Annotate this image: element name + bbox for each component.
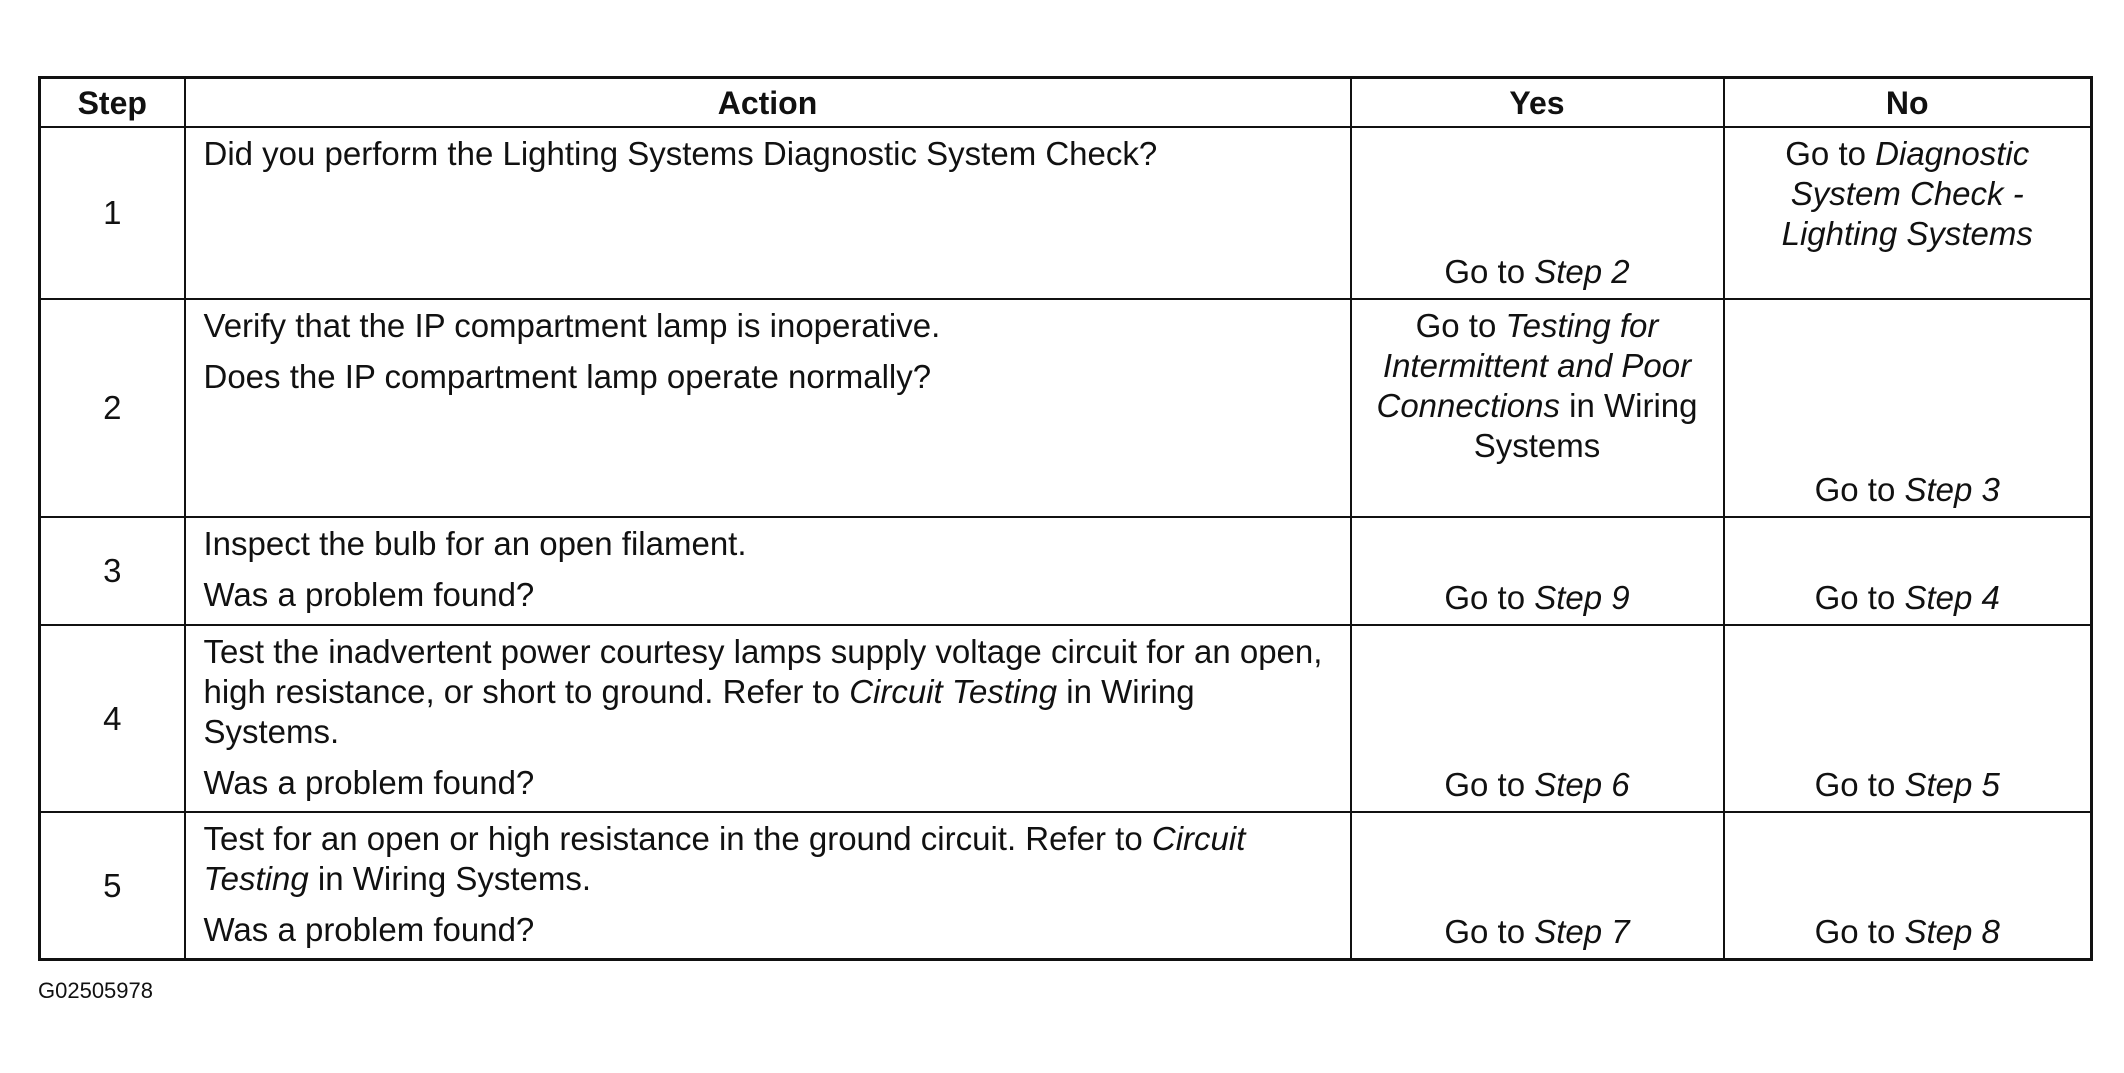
no-result bbox=[1725, 134, 2091, 254]
yes-cell bbox=[1351, 625, 1724, 812]
header-no: No bbox=[1724, 78, 2092, 128]
step-number: 2 bbox=[40, 299, 185, 517]
goto-prefix: Go to bbox=[1785, 135, 1876, 172]
yes-result bbox=[1352, 578, 1723, 618]
section-reference: Circuit Testing bbox=[203, 820, 1246, 897]
yes-result bbox=[1352, 252, 1723, 292]
goto-prefix: Go to bbox=[1814, 471, 1905, 508]
action-question: Was a problem found? bbox=[203, 911, 535, 948]
figure-id: G02505978 bbox=[38, 978, 153, 1003]
action-text: Did you perform the Lighting Systems Diagnostic System Check? bbox=[203, 135, 1158, 172]
goto-prefix: Go to bbox=[1814, 913, 1905, 950]
action-cell bbox=[185, 127, 1351, 299]
yes-cell bbox=[1351, 299, 1724, 517]
section-reference: Diagnostic System Check - Lighting Systems bbox=[1781, 135, 2033, 252]
goto-prefix: Go to bbox=[1444, 253, 1535, 290]
action-cell bbox=[185, 625, 1351, 812]
step-reference: Step 5 bbox=[1904, 766, 2000, 803]
section-reference: Testing for Intermittent and Poor Connections bbox=[1376, 307, 1692, 424]
table-row bbox=[40, 127, 2092, 299]
action-text: Test for an open or high resistance in the ground circuit. Refer to Circuit Testing in Wiring Systems. bbox=[203, 820, 1246, 897]
action-question: Was a problem found? bbox=[203, 576, 535, 613]
step-reference: Step 3 bbox=[1904, 471, 2000, 508]
diagnostic-table bbox=[38, 76, 2093, 961]
step-reference: Step 4 bbox=[1904, 579, 2000, 616]
yes-result bbox=[1352, 306, 1723, 466]
no-cell bbox=[1724, 127, 2092, 299]
step-reference: Step 6 bbox=[1534, 766, 1630, 803]
goto-prefix: Go to bbox=[1444, 579, 1535, 616]
step-reference: Step 8 bbox=[1904, 913, 2000, 950]
goto-prefix: Go to bbox=[1444, 766, 1535, 803]
yes-cell bbox=[1351, 517, 1724, 625]
goto-prefix: Go to bbox=[1415, 307, 1506, 344]
no-result bbox=[1725, 578, 2091, 618]
goto-prefix: Go to bbox=[1814, 579, 1905, 616]
step-reference: Step 2 bbox=[1534, 253, 1630, 290]
table-row bbox=[40, 299, 2092, 517]
step-reference: Step 9 bbox=[1534, 579, 1630, 616]
action-text: Verify that the IP compartment lamp is inoperative. bbox=[203, 307, 941, 344]
yes-result bbox=[1352, 912, 1723, 952]
yes-result bbox=[1352, 765, 1723, 805]
yes-cell bbox=[1351, 812, 1724, 960]
yes-cell bbox=[1351, 127, 1724, 299]
no-cell bbox=[1724, 299, 2092, 517]
step-reference: Step 7 bbox=[1534, 913, 1630, 950]
goto-suffix: in Wiring Systems bbox=[1473, 387, 1698, 464]
action-question: Was a problem found? bbox=[203, 764, 535, 801]
goto-prefix: Go to bbox=[1444, 913, 1535, 950]
header-step: Step bbox=[40, 78, 185, 128]
no-cell bbox=[1724, 812, 2092, 960]
action-cell bbox=[185, 812, 1351, 960]
step-number: 4 bbox=[40, 625, 185, 812]
action-cell bbox=[185, 517, 1351, 625]
table-row bbox=[40, 625, 2092, 812]
header-yes: Yes bbox=[1351, 78, 1724, 128]
no-result bbox=[1725, 765, 2091, 805]
section-reference: Circuit Testing bbox=[849, 673, 1058, 710]
table-row bbox=[40, 517, 2092, 625]
goto-prefix: Go to bbox=[1814, 766, 1905, 803]
no-result bbox=[1725, 470, 2091, 510]
table-row bbox=[40, 812, 2092, 960]
header-action: Action bbox=[185, 78, 1351, 128]
table-header-row bbox=[40, 78, 2092, 128]
step-number: 5 bbox=[40, 812, 185, 960]
action-cell bbox=[185, 299, 1351, 517]
action-text: Inspect the bulb for an open filament. bbox=[203, 525, 747, 562]
no-cell bbox=[1724, 517, 2092, 625]
no-cell bbox=[1724, 625, 2092, 812]
step-number: 3 bbox=[40, 517, 185, 625]
step-number: 1 bbox=[40, 127, 185, 299]
action-text: Test the inadvertent power courtesy lamps supply voltage circuit for an open, high resistance, or short to ground. Refer to Circuit Testing in Wiring Systems. bbox=[203, 633, 1323, 750]
no-result bbox=[1725, 912, 2091, 952]
action-question: Does the IP compartment lamp operate normally? bbox=[203, 358, 932, 395]
